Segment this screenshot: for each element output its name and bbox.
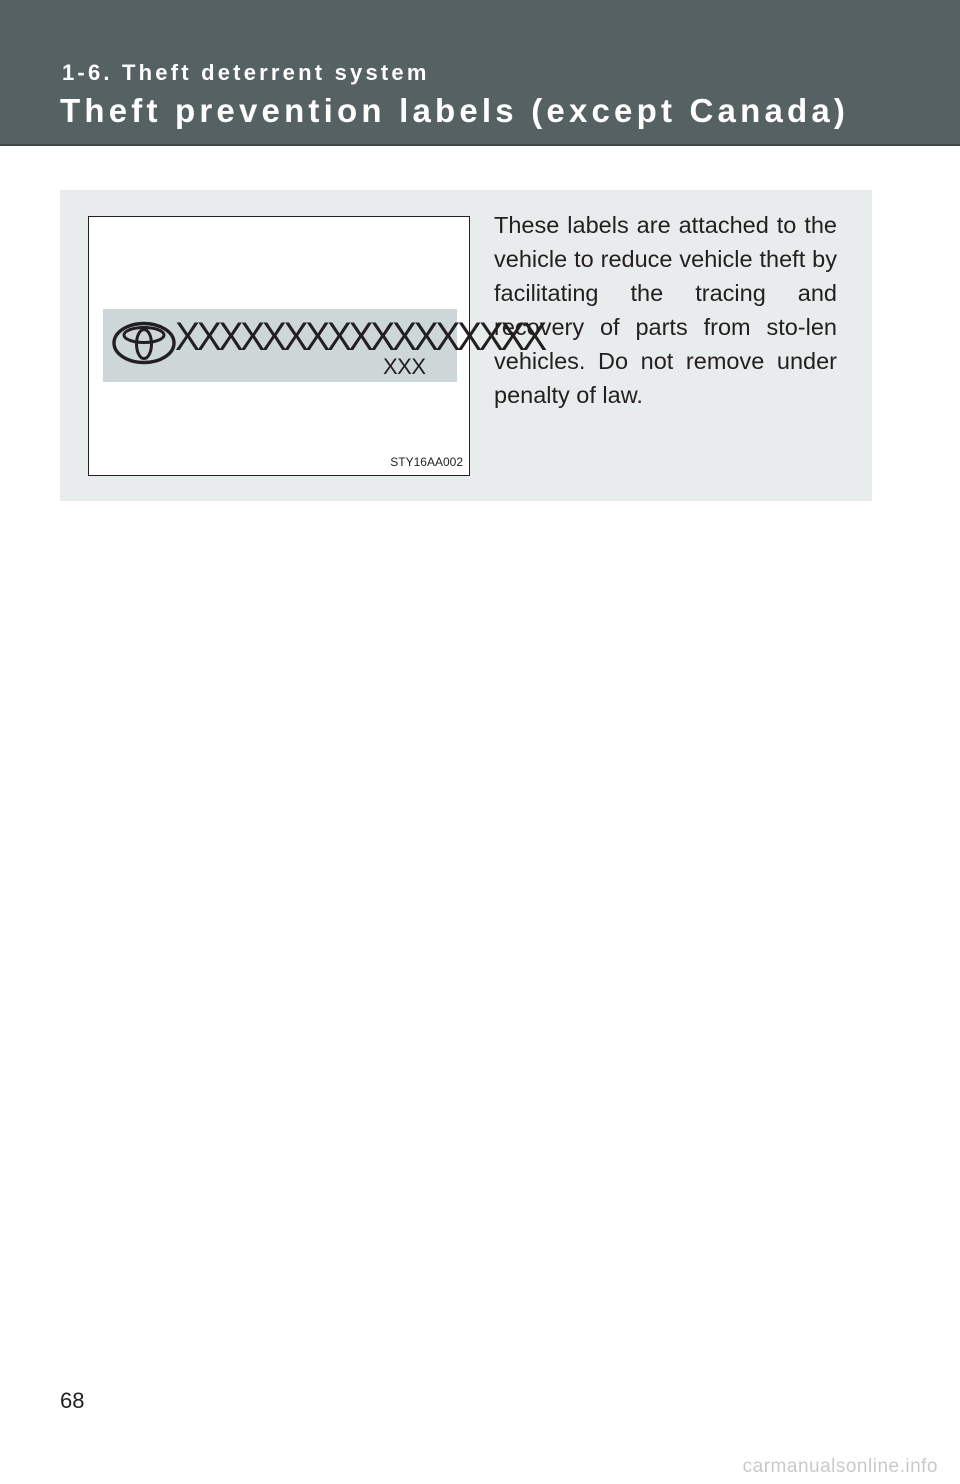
figure-id: STY16AA002 [390,455,463,469]
section-heading: 1-6. Theft deterrent system [62,60,430,85]
description-text: These labels are attached to the vehicle to reduce vehicle theft by facilitating the tracing and recovery of parts from sto-len vehicles. Do not remove under penalty of law. [494,212,837,408]
label-code: XXXXXXXXXXXXXXXXX [175,315,544,359]
content-panel [60,190,872,501]
page-title: Theft prevention labels (except Canada) [60,92,850,129]
toyota-emblem-icon [111,321,177,365]
page-header [0,0,960,146]
theft-prevention-label [103,309,544,382]
watermark: carmanualsonline.info [742,1456,938,1477]
page-number: 68 [60,1388,85,1413]
label-illustration [88,216,544,476]
label-subcode: XXX [383,354,426,379]
